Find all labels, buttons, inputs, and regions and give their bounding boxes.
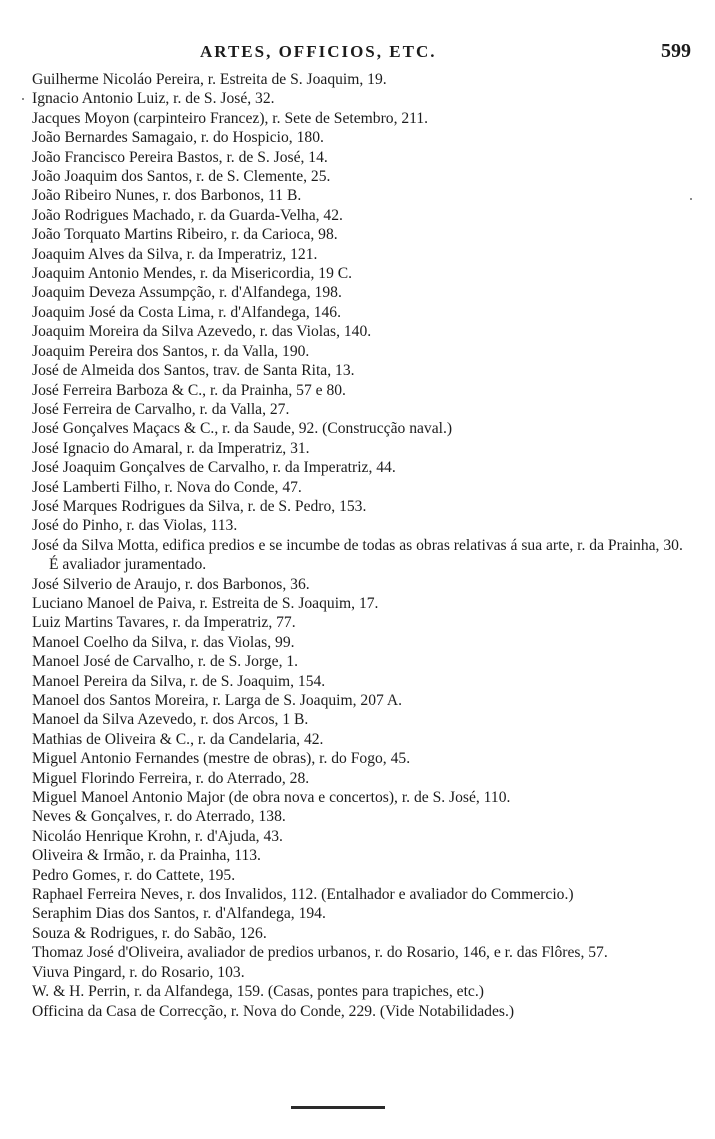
directory-entry: Seraphim Dias dos Santos, r. d'Alfandega, 194. xyxy=(32,905,326,923)
directory-entry: Manoel da Silva Azevedo, r. dos Arcos, 1 B. xyxy=(32,711,309,729)
directory-entry: João Bernardes Samagaio, r. do Hospicio, 180. xyxy=(32,129,324,147)
directory-entry: Miguel Antonio Fernandes (mestre de obras), r. do Fogo, 45. xyxy=(32,750,411,768)
directory-entry: Joaquim José da Costa Lima, r. d'Alfandega, 146. xyxy=(32,303,341,321)
directory-entry: Pedro Gomes, r. do Cattete, 195. xyxy=(32,866,236,884)
directory-entry: Joaquim Alves da Silva, r. da Imperatriz, 121. xyxy=(32,245,318,263)
directory-entry: José da Silva Motta, edifica predios e se incumbe de todas as obras relativas á sua arte, r. da Prainha, 30. É avaliador juramentado. xyxy=(32,536,683,574)
directory-entry: Nicoláo Henrique Krohn, r. d'Ajuda, 43. xyxy=(32,827,283,845)
closing-rule xyxy=(291,1106,385,1109)
directory-entry: Neves & Gonçalves, r. do Aterrado, 138. xyxy=(32,808,286,826)
directory-entry: Joaquim Antonio Mendes, r. da Misericordia, 19 C. xyxy=(32,265,353,283)
directory-entry: Luciano Manoel de Paiva, r. Estreita de S. Joaquim, 17. xyxy=(32,594,379,612)
page-number: 599 xyxy=(661,40,691,62)
directory-entry: Mathias de Oliveira & C., r. da Candelaria, 42. xyxy=(32,730,324,748)
directory-entry: João Joaquim dos Santos, r. de S. Clemente, 25. xyxy=(32,168,331,186)
directory-entry: Oliveira & Irmão, r. da Prainha, 113. xyxy=(32,847,261,865)
directory-entry: Luiz Martins Tavares, r. da Imperatriz, 77. xyxy=(32,614,296,632)
ink-speck xyxy=(690,198,692,200)
directory-entry: Souza & Rodrigues, r. do Sabão, 126. xyxy=(32,924,267,942)
directory-entry: João Ribeiro Nunes, r. dos Barbonos, 11 B. xyxy=(32,187,302,205)
directory-entry: Joaquim Pereira dos Santos, r. da Valla, 190. xyxy=(32,342,310,360)
directory-entry: Joaquim Moreira da Silva Azevedo, r. das Violas, 140. xyxy=(32,323,372,341)
directory-entry: Raphael Ferreira Neves, r. dos Invalidos, 112. (Entalhador e avaliador do Commercio.) xyxy=(32,886,574,904)
directory-entries xyxy=(32,70,694,1021)
directory-entry: Manoel Pereira da Silva, r. de S. Joaquim, 154. xyxy=(32,672,326,690)
directory-entry: José do Pinho, r. das Violas, 113. xyxy=(32,517,238,535)
directory-entry: Manoel dos Santos Moreira, r. Larga de S. Joaquim, 207 A. xyxy=(32,692,403,709)
page-header xyxy=(0,42,715,66)
directory-entry: João Rodrigues Machado, r. da Guarda-Velha, 42. xyxy=(32,206,343,224)
running-title: ARTES, OFFICIOS, ETC. xyxy=(200,42,437,61)
directory-entry: Thomaz José d'Oliveira, avaliador de predios urbanos, r. do Rosario, 146, e r. das Flôres, 57. xyxy=(32,944,608,962)
directory-entry: Manoel José de Carvalho, r. de S. Jorge, 1. xyxy=(32,653,299,671)
directory-entry: W. & H. Perrin, r. da Alfandega, 159. (Casas, pontes para trapiches, etc.) xyxy=(32,983,484,1001)
directory-entry: José Ignacio do Amaral, r. da Imperatriz, 31. xyxy=(32,439,310,457)
directory-entry: Manoel Coelho da Silva, r. das Violas, 99. xyxy=(32,633,295,651)
directory-entry: Viuva Pingard, r. do Rosario, 103. xyxy=(32,963,245,981)
directory-entry: Ignacio Antonio Luiz, r. de S. José, 32. xyxy=(32,90,275,108)
directory-entry: João Torquato Martins Ribeiro, r. da Carioca, 98. xyxy=(32,226,338,244)
directory-entry: João Francisco Pereira Bastos, r. de S. José, 14. xyxy=(32,148,328,166)
directory-entry: José Joaquim Gonçalves de Carvalho, r. da Imperatriz, 44. xyxy=(32,459,396,477)
directory-entry: Miguel Manoel Antonio Major (de obra nova e concertos), r. de S. José, 110. xyxy=(32,789,511,807)
directory-entry: Miguel Florindo Ferreira, r. do Aterrado, 28. xyxy=(32,769,310,787)
directory-entry: José Marques Rodrigues da Silva, r. de S. Pedro, 153. xyxy=(32,497,367,515)
directory-entry: José Ferreira de Carvalho, r. da Valla, 27. xyxy=(32,400,290,418)
directory-entry: José Lamberti Filho, r. Nova do Conde, 47. xyxy=(32,478,302,496)
directory-entry: José Gonçalves Maçacs & C., r. da Saude, 92. (Construcção naval.) xyxy=(32,420,453,438)
ink-speck xyxy=(22,98,24,100)
directory-entry: Guilherme Nicoláo Pereira, r. Estreita de S. Joaquim, 19. xyxy=(32,71,387,88)
directory-entry: Officina da Casa de Correcção, r. Nova do Conde, 229. (Vide Notabilidades.) xyxy=(32,1002,515,1020)
directory-entry: José Ferreira Barboza & C., r. da Prainha, 57 e 80. xyxy=(32,381,346,399)
directory-entry: José de Almeida dos Santos, trav. de Santa Rita, 13. xyxy=(32,362,355,380)
directory-entry: Joaquim Deveza Assumpção, r. d'Alfandega, 198. xyxy=(32,284,342,302)
directory-entry: José Silverio de Araujo, r. dos Barbonos, 36. xyxy=(32,575,310,593)
directory-entry: Jacques Moyon (carpinteiro Francez), r. Sete de Setembro, 211. xyxy=(32,109,429,127)
